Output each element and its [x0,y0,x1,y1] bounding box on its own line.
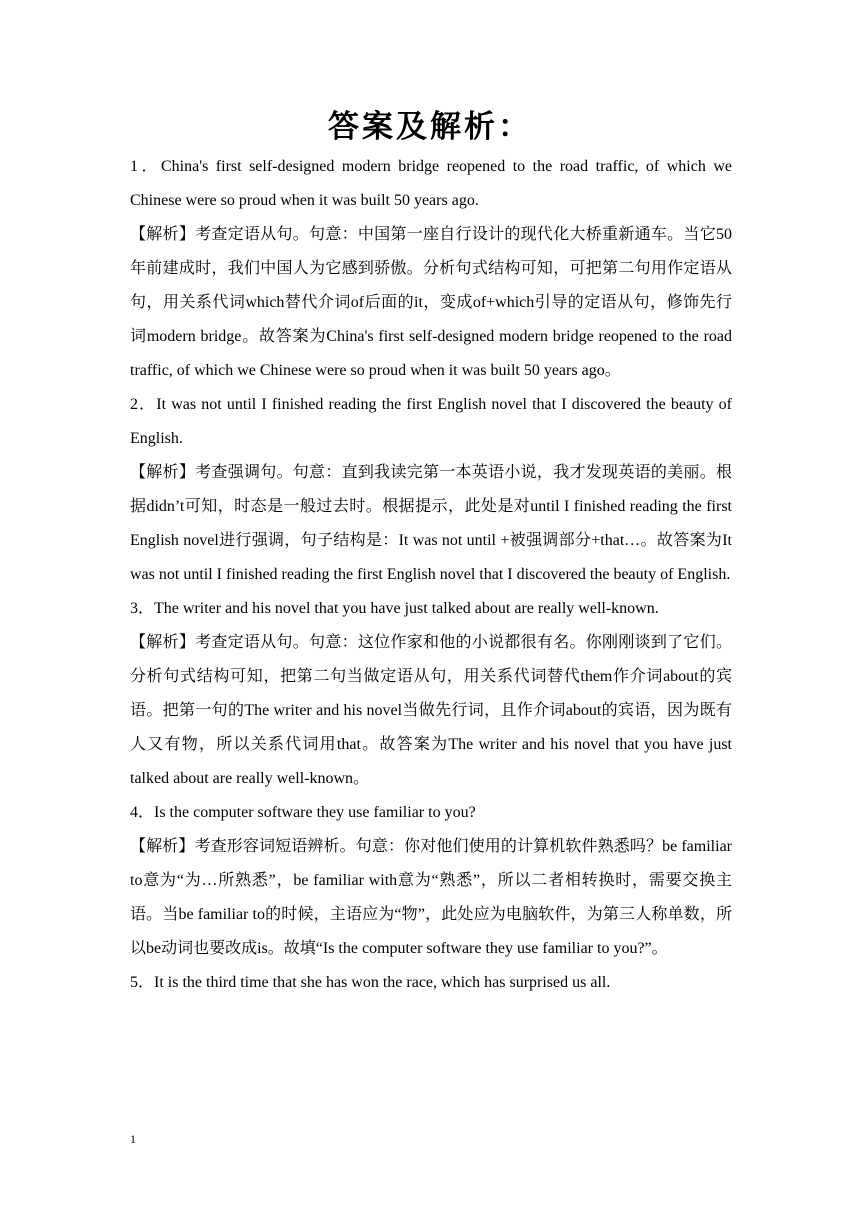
analysis-3: 【解析】考查定语从句。句意：这位作家和他的小说都很有名。你刚刚谈到了它们。 分析句式结构可知，把第二句当做定语从句，用关系代词替代them作介词about的宾语。把第一句的The writer and his novel当做先行词，且作介词about的宾语，因为既有人又有物，所以关系代词用that。故答案为The writer and his novel that you have just talked about are really well-known。 [130,634,732,787]
answer-4: 4．Is the computer software they use familiar to you? [130,804,476,821]
page-number: 1 [130,1132,136,1146]
answer-2: 2．It was not until I finished reading the first English novel that I discovered the beauty of English. [130,396,732,447]
answer-3: 3．The writer and his novel that you have just talked about are really well-known. [130,600,659,617]
answer-1: 1．China's first self-designed modern bridge reopened to the road traffic, of which we Chinese were so proud when it was built 50 years ago. [130,158,732,209]
analysis-1: 【解析】考查定语从句。句意：中国第一座自行设计的现代化大桥重新通车。当它50年前建成时，我们中国人为它感到骄傲。分析句式结构可知，可把第二句用作定语从句，用关系代词which替代介词of后面的it，变成of+which引导的定语从句，修饰先行词modern bridge。故答案为China's first self-designed modern bridge reopened to the road traffic, of which we Chinese were so proud when it was built 50 years ago。 [130,226,732,379]
analysis-4: 【解析】考查形容词短语辨析。句意：你对他们使用的计算机软件熟悉吗？be familiar to意为“为…所熟悉”，be familiar with意为“熟悉”，所以二者相转换时，需要交换主语。当be familiar to的时候，主语应为“物”，此处应为电脑软件，为第三人称单数，所以be动词也要改成is。故填“Is the computer software they use familiar to you?”。 [130,838,732,957]
answer-5: 5．It is the third time that she has won the race, which has surprised us all. [130,974,611,991]
answer-list [130,150,732,1000]
page-title: 答案及解析： [328,109,532,144]
analysis-2: 【解析】考查强调句。句意：直到我读完第一本英语小说，我才发现英语的美丽。根据didn’t可知，时态是一般过去时。根据提示，此处是对until I finished reading the first English novel进行强调，句子结构是：It was not until +被强调部分+that…。故答案为It was not until I finished reading the first English novel that I discovered the beauty of English. [130,464,732,583]
